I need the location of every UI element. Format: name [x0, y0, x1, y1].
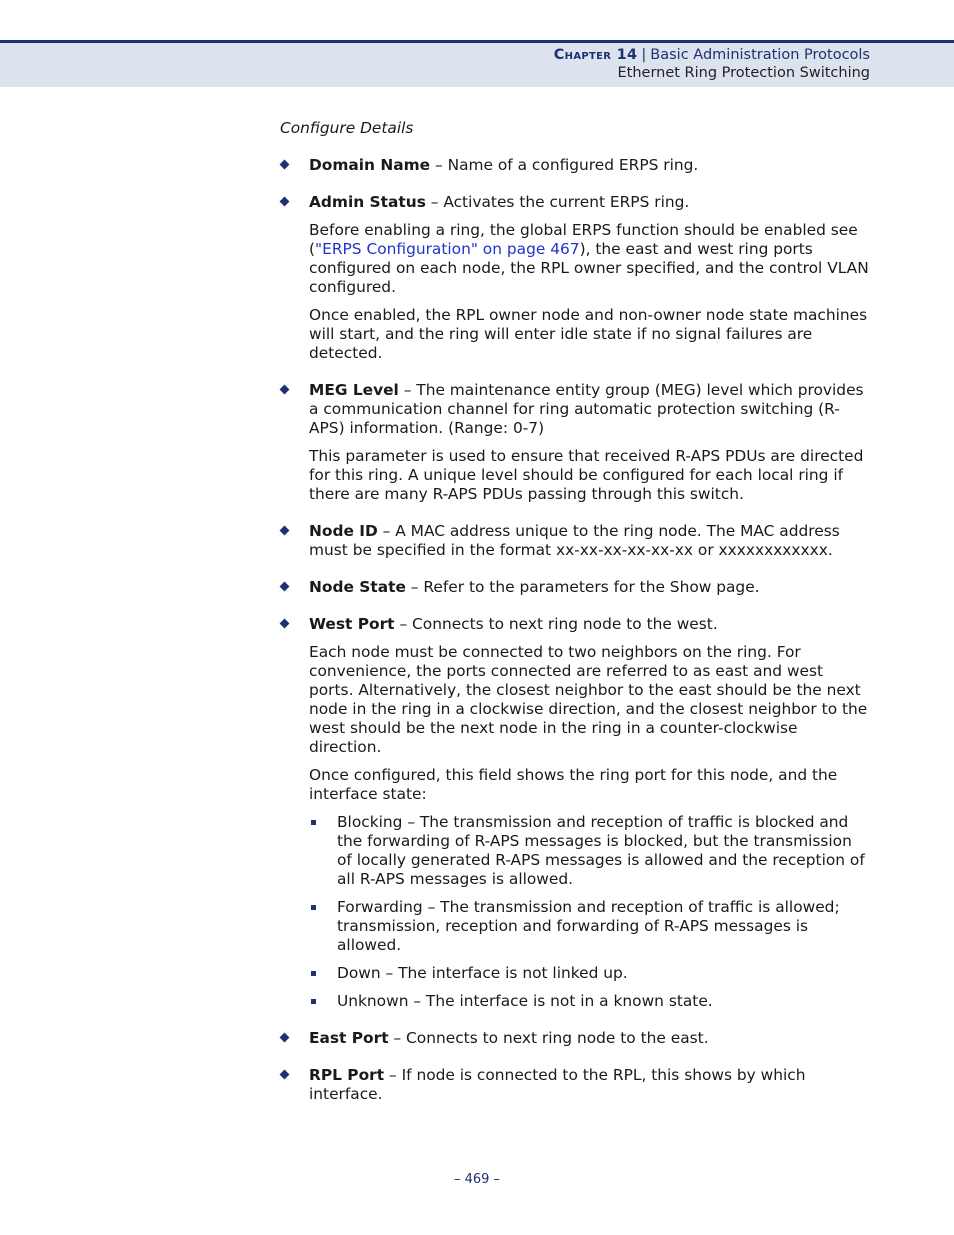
item-paragraph: Each node must be connected to two neighbors on the ring. For convenience, the ports connected are referred to as east and west ports. Alternatively, the closest neighbor to the east should be the next node in the ring in a clockwise direction, and the closest neighbor to the west should be the next node in the ring in a counter-clockwise direction. [309, 643, 868, 756]
description: – If node is connected to the RPL, this shows by which interface. [309, 1066, 806, 1103]
list-item-west-port [280, 615, 870, 1011]
page-number: – 469 – [453, 1172, 501, 1187]
term: RPL Port [309, 1066, 385, 1084]
term: Node ID [309, 522, 378, 540]
sub-item-text: Unknown – The interface is not in a known state. [337, 992, 713, 1010]
square-bullet-icon [311, 820, 316, 825]
item-paragraph: This parameter is used to ensure that received R-APS PDUs are directed for this ring. A unique level should be configured for each local ring if there are many R-APS PDUs passing through this switch. [309, 447, 864, 503]
item-text [309, 193, 870, 212]
intro-heading: Configure Details [280, 119, 414, 137]
diamond-bullet-icon [280, 1070, 290, 1080]
description: – Activates the current ERPS ring. [425, 193, 690, 211]
item-text [309, 156, 870, 175]
square-bullet-icon [311, 971, 316, 976]
sub-item-text: Forwarding – The transmission and reception of traffic is allowed; transmission, reception and forwarding of R-APS messages is allowed. [337, 898, 840, 954]
item-text [309, 578, 870, 597]
diamond-bullet-icon [280, 1033, 290, 1043]
description: – Name of a configured ERPS ring. [430, 156, 699, 174]
item-paragraph: Once configured, this field shows the ring port for this node, and the interface state: [309, 766, 838, 803]
paragraph-text: Before enabling a ring, the global ERPS function should be enabled see ( [309, 221, 858, 258]
list-item-meg-level [280, 381, 870, 504]
list-item-node-id [280, 522, 870, 560]
list-item-node-state [280, 578, 870, 597]
sub-item-blocking [309, 813, 870, 889]
term: Node State [309, 578, 406, 596]
item-text [309, 615, 870, 634]
item-text [309, 1029, 870, 1048]
description: – Connects to next ring node to the east. [388, 1029, 709, 1047]
list-item-admin-status [280, 193, 870, 363]
description: – The maintenance entity group (MEG) level which provides a communication channel for ring automatic protection switching (R-APS) information. (Range: 0-7) [309, 381, 864, 437]
square-bullet-icon [311, 999, 316, 1004]
square-bullet-icon [311, 905, 316, 910]
item-text [309, 522, 870, 560]
paragraph-text: ), the east and west ring ports configured on each node, the RPL owner specified, and the control VLAN configured. [309, 240, 869, 296]
diamond-bullet-icon [280, 526, 290, 536]
item-paragraph [309, 221, 870, 297]
description: – Connects to next ring node to the west. [394, 615, 718, 633]
section-title: Ethernet Ring Protection Switching [617, 65, 870, 81]
list-item-domain-name [280, 156, 870, 175]
term: West Port [309, 615, 395, 633]
list-item-rpl-port [280, 1066, 870, 1104]
description: – A MAC address unique to the ring node. The MAC address must be specified in the format xx-xx-xx-xx-xx-xx or xxxxxxxxxxxx. [309, 522, 840, 559]
term: Admin Status [309, 193, 426, 211]
diamond-bullet-icon [280, 619, 290, 629]
item-paragraph: Once enabled, the RPL owner node and non-owner node state machines will start, and the ring will enter idle state if no signal failures are detected. [309, 306, 868, 362]
header-text [554, 46, 870, 82]
sub-item-unknown [309, 992, 870, 1011]
sub-item-text: Down – The interface is not linked up. [337, 964, 628, 982]
running-header [0, 40, 954, 87]
term: East Port [309, 1029, 389, 1047]
chapter-title: Basic Administration Protocols [650, 47, 870, 63]
list-item-east-port [280, 1029, 870, 1048]
diamond-bullet-icon [280, 385, 290, 395]
page-body [280, 119, 870, 1122]
sub-item-text: Blocking – The transmission and reception of traffic is blocked and the forwarding of R-APS messages is blocked, but the transmission of locally generated R-APS messages is allowed and the reception of all R-APS messages is allowed. [337, 813, 865, 888]
term: Domain Name [309, 156, 431, 174]
diamond-bullet-icon [280, 582, 290, 592]
chapter-label: Chapter 14 [553, 47, 638, 63]
sub-item-forwarding [309, 898, 870, 955]
item-text [309, 381, 870, 438]
header-separator: | [641, 47, 647, 63]
header-line-1 [554, 46, 870, 64]
description: – Refer to the parameters for the Show page. [405, 578, 760, 596]
sub-item-down [309, 964, 870, 983]
diamond-bullet-icon [280, 160, 290, 170]
cross-reference-link[interactable]: "ERPS Configuration" on page 467 [315, 240, 580, 258]
diamond-bullet-icon [280, 197, 290, 207]
term: MEG Level [309, 381, 399, 399]
item-text [309, 1066, 870, 1104]
